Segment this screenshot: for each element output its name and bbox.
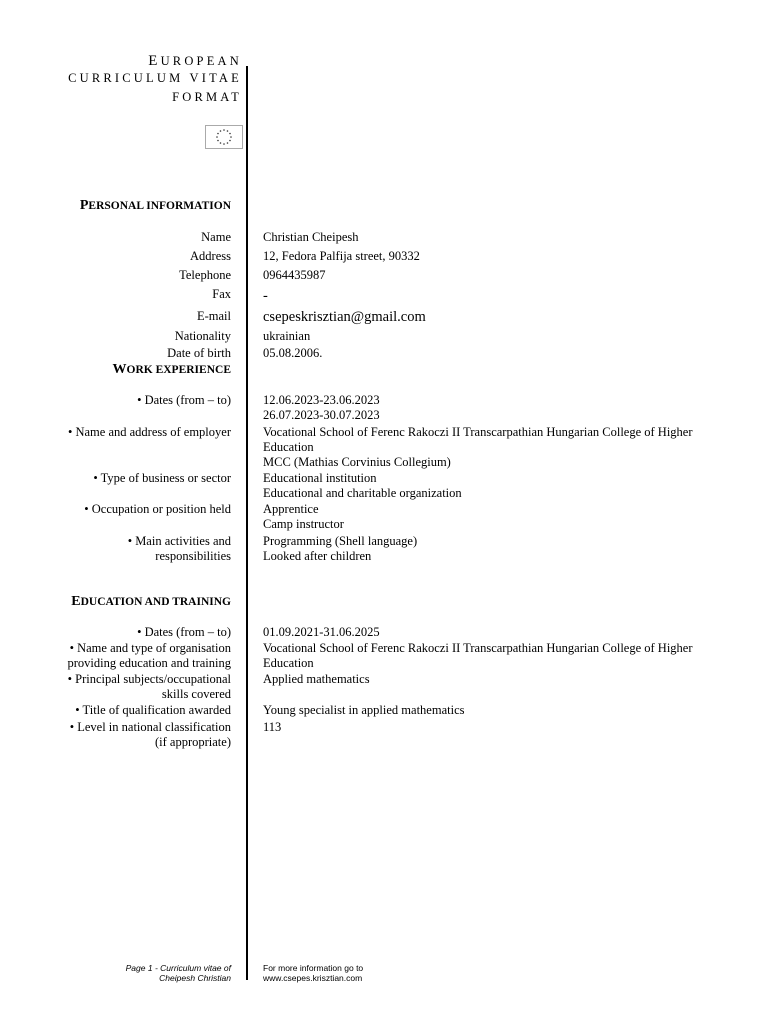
label-work-dates: • Dates (from – to) bbox=[137, 393, 231, 407]
label-name: Name bbox=[201, 230, 231, 244]
section-heading-education: EDUCATION AND TRAINING bbox=[71, 594, 231, 609]
value-principal-subjects: Applied mathematics bbox=[263, 672, 370, 686]
value-qualification-title: Young specialist in applied mathematics bbox=[263, 703, 465, 717]
label-national-level: • Level in national classification (if appropriate) bbox=[69, 720, 231, 749]
label-qualification-title: • Title of qualification awarded bbox=[75, 703, 231, 717]
cv-title-line-2: CURRICULUM VITAE bbox=[68, 71, 242, 85]
cv-title-line-1: EUROPEAN bbox=[148, 53, 242, 69]
label-occupation: • Occupation or position held bbox=[84, 502, 231, 516]
label-employer: • Name and address of employer bbox=[67, 425, 231, 439]
value-education-dates: 01.09.2021-31.06.2025 bbox=[263, 625, 380, 639]
cv-title-line-3: FORMAT bbox=[172, 90, 242, 104]
column-divider bbox=[246, 66, 248, 980]
footer-more-info: For more information go to www.csepes.krisztian.com bbox=[263, 963, 364, 983]
value-nationality: ukrainian bbox=[263, 329, 311, 343]
value-business-sector: Educational institution Educational and charitable organization bbox=[263, 471, 462, 500]
label-principal-subjects: • Principal subjects/occupational skills covered bbox=[67, 672, 231, 701]
value-main-activities: Programming (Shell language) Looked after children bbox=[263, 534, 418, 563]
value-email: csepeskrisztian@gmail.com bbox=[263, 309, 426, 325]
value-national-level: 113 bbox=[263, 720, 282, 734]
label-date-of-birth: Date of birth bbox=[167, 346, 231, 360]
label-telephone: Telephone bbox=[179, 268, 231, 282]
label-education-dates: • Dates (from – to) bbox=[137, 625, 231, 639]
eu-flag-icon bbox=[205, 125, 243, 149]
value-work-dates: 12.06.2023-23.06.2023 26.07.2023-30.07.2023 bbox=[263, 393, 380, 422]
label-business-sector: • Type of business or sector bbox=[93, 471, 231, 485]
section-heading-work: WORK EXPERIENCE bbox=[112, 362, 231, 377]
value-fax: - bbox=[263, 288, 268, 304]
label-nationality: Nationality bbox=[174, 329, 231, 343]
label-main-activities: • Main activities and responsibilities bbox=[127, 534, 231, 563]
value-telephone: 0964435987 bbox=[263, 268, 326, 282]
label-email: E-mail bbox=[196, 309, 231, 323]
label-fax: Fax bbox=[212, 287, 231, 301]
value-occupation: Apprentice Camp instructor bbox=[263, 502, 344, 531]
value-employer: Vocational School of Ferenc Rakoczi II Transcarpathian Hungarian College of Higher Education MCC (Mathias Corvinius Collegium) bbox=[263, 425, 693, 469]
footer-page-info: Page 1 - Curriculum vitae of Cheipesh Christian bbox=[125, 963, 231, 983]
value-name: Christian Cheipesh bbox=[263, 230, 359, 244]
value-date-of-birth: 05.08.2006. bbox=[263, 346, 323, 360]
value-organisation: Vocational School of Ferenc Rakoczi II Transcarpathian Hungarian College of Higher Education bbox=[263, 641, 693, 670]
label-organisation: • Name and type of organisation providing education and training bbox=[67, 641, 231, 670]
value-address: 12, Fedora Palfija street, 90332 bbox=[263, 249, 420, 263]
section-heading-personal: PERSONAL INFORMATION bbox=[79, 198, 231, 213]
label-address: Address bbox=[190, 249, 231, 263]
